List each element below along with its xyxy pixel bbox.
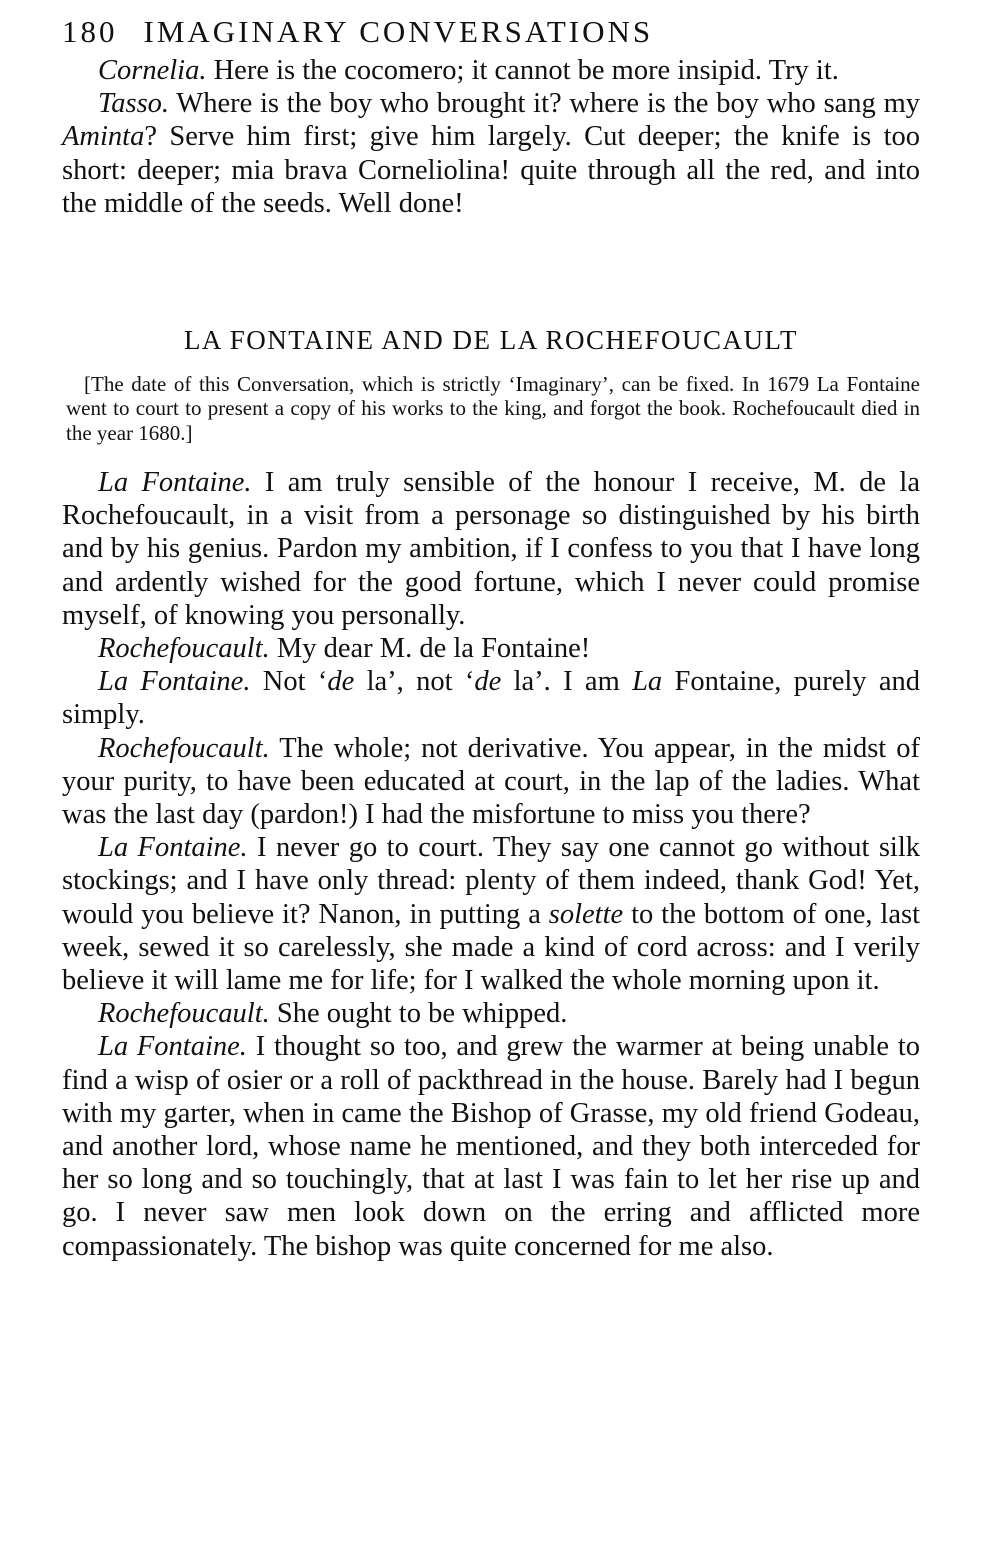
running-header [62,10,920,54]
italic-word: La [632,666,663,698]
paragraph-cornelia [62,54,920,87]
speech-text: She ought to be whipped. [269,998,568,1030]
top-dialogue [62,54,920,220]
speech-text: la’. I am [501,666,633,698]
speech-text: Here is the cocomero; it cannot be more insipid. Try it. [206,55,839,86]
dialogue-paragraph [62,997,920,1030]
title-aminta: Aminta [62,121,145,153]
running-title: IMAGINARY CONVERSATIONS [143,14,654,49]
dialogue-paragraph [62,1030,920,1262]
italic-word: solette [548,898,624,930]
speaker-name: Rochefoucault. [98,732,270,764]
speech-text: Fontaine, purely and simply. [62,666,920,731]
paragraph-tasso [62,87,920,220]
dialogue-paragraph [62,632,920,665]
speaker-name: La Fontaine. [98,466,252,498]
speaker-name: La Fontaine. [98,832,248,864]
speaker-name: Rochefoucault. [98,998,270,1030]
italic-word: de [474,666,502,698]
note-text: [The date of this Conversation, which is strictly ‘Imaginary’, can be fixed. In 1679 La Fontaine went to court to present a copy of his works to the king, and forgot the book. Rochefoucault died in the year 1680.] [66,372,920,445]
dialogue-paragraph [62,732,920,832]
main-dialogue [62,466,920,1263]
speech-text: ? Serve him first; give him largely. Cut deeper; the knife is too short: deeper; mia brava Corneliolina! quite through all the red, and into the middle of the seeds. Well done! [62,121,920,219]
speech-text: Not ‘ [250,666,328,698]
speech-text: la’, not ‘ [354,666,475,698]
speech-text: My dear M. de la Fontaine! [269,632,591,664]
speech-text: I thought so too, and grew the warmer at being unable to find a wisp of osier or a roll of packthread in the house. Barely had I begun with my garter, when in came the Bishop of Grasse, my old friend Godeau, and another lord, whose name he mentioned, and they both interceded for her so long and so touchingly, that at last I was fain to let her rise up and go. I never saw men look down on the erring and afflicted more compassionately. The bishop was quite concerned for me also. [62,1031,920,1262]
dialogue-paragraph [62,665,920,731]
speaker-name: Rochefoucault. [98,632,270,664]
speaker-name: La Fontaine. [98,1031,247,1063]
speech-text: Where is the boy who brought it? where is the boy who sang my [169,88,920,120]
speech-text: I never go to court. They say one cannot go without silk stockings; and I have only thread: plenty of them indeed, thank God! Yet, would you believe it? Nanon, in putting a [62,832,920,930]
book-page [62,10,920,1263]
speech-text: to the bottom of one, last week, sewed it so carelessly, she made a kind of cord across: and I verily believe it will lame me for life; for I walked the whole morning upon it. [62,898,920,996]
editorial-note [62,372,920,445]
speaker-name: Tasso. [98,88,170,120]
italic-word: de [327,666,355,698]
section-title: LA FONTAINE AND DE LA ROCHEFOUCAULT [183,325,799,356]
speaker-name: Cornelia. [98,55,207,86]
speaker-name: La Fontaine. [98,666,251,698]
speech-text: I am truly sensible of the honour I receive, M. de la Rochefoucault, in a visit from a personage so distinguished by his birth and by his genius. Pardon my ambition, if I confess to you that I have long and ardently wished for the good fortune, which I never could promise myself, of knowing you personally. [62,466,921,631]
dialogue-paragraph [62,466,920,632]
dialogue-paragraph [62,831,920,997]
page-number: 180 [62,14,118,49]
speech-text: The whole; not derivative. You appear, in the midst of your purity, to have been educated at court, in the lap of the ladies. What was the last day (pardon!) I had the misfortune to miss you there? [62,732,920,830]
